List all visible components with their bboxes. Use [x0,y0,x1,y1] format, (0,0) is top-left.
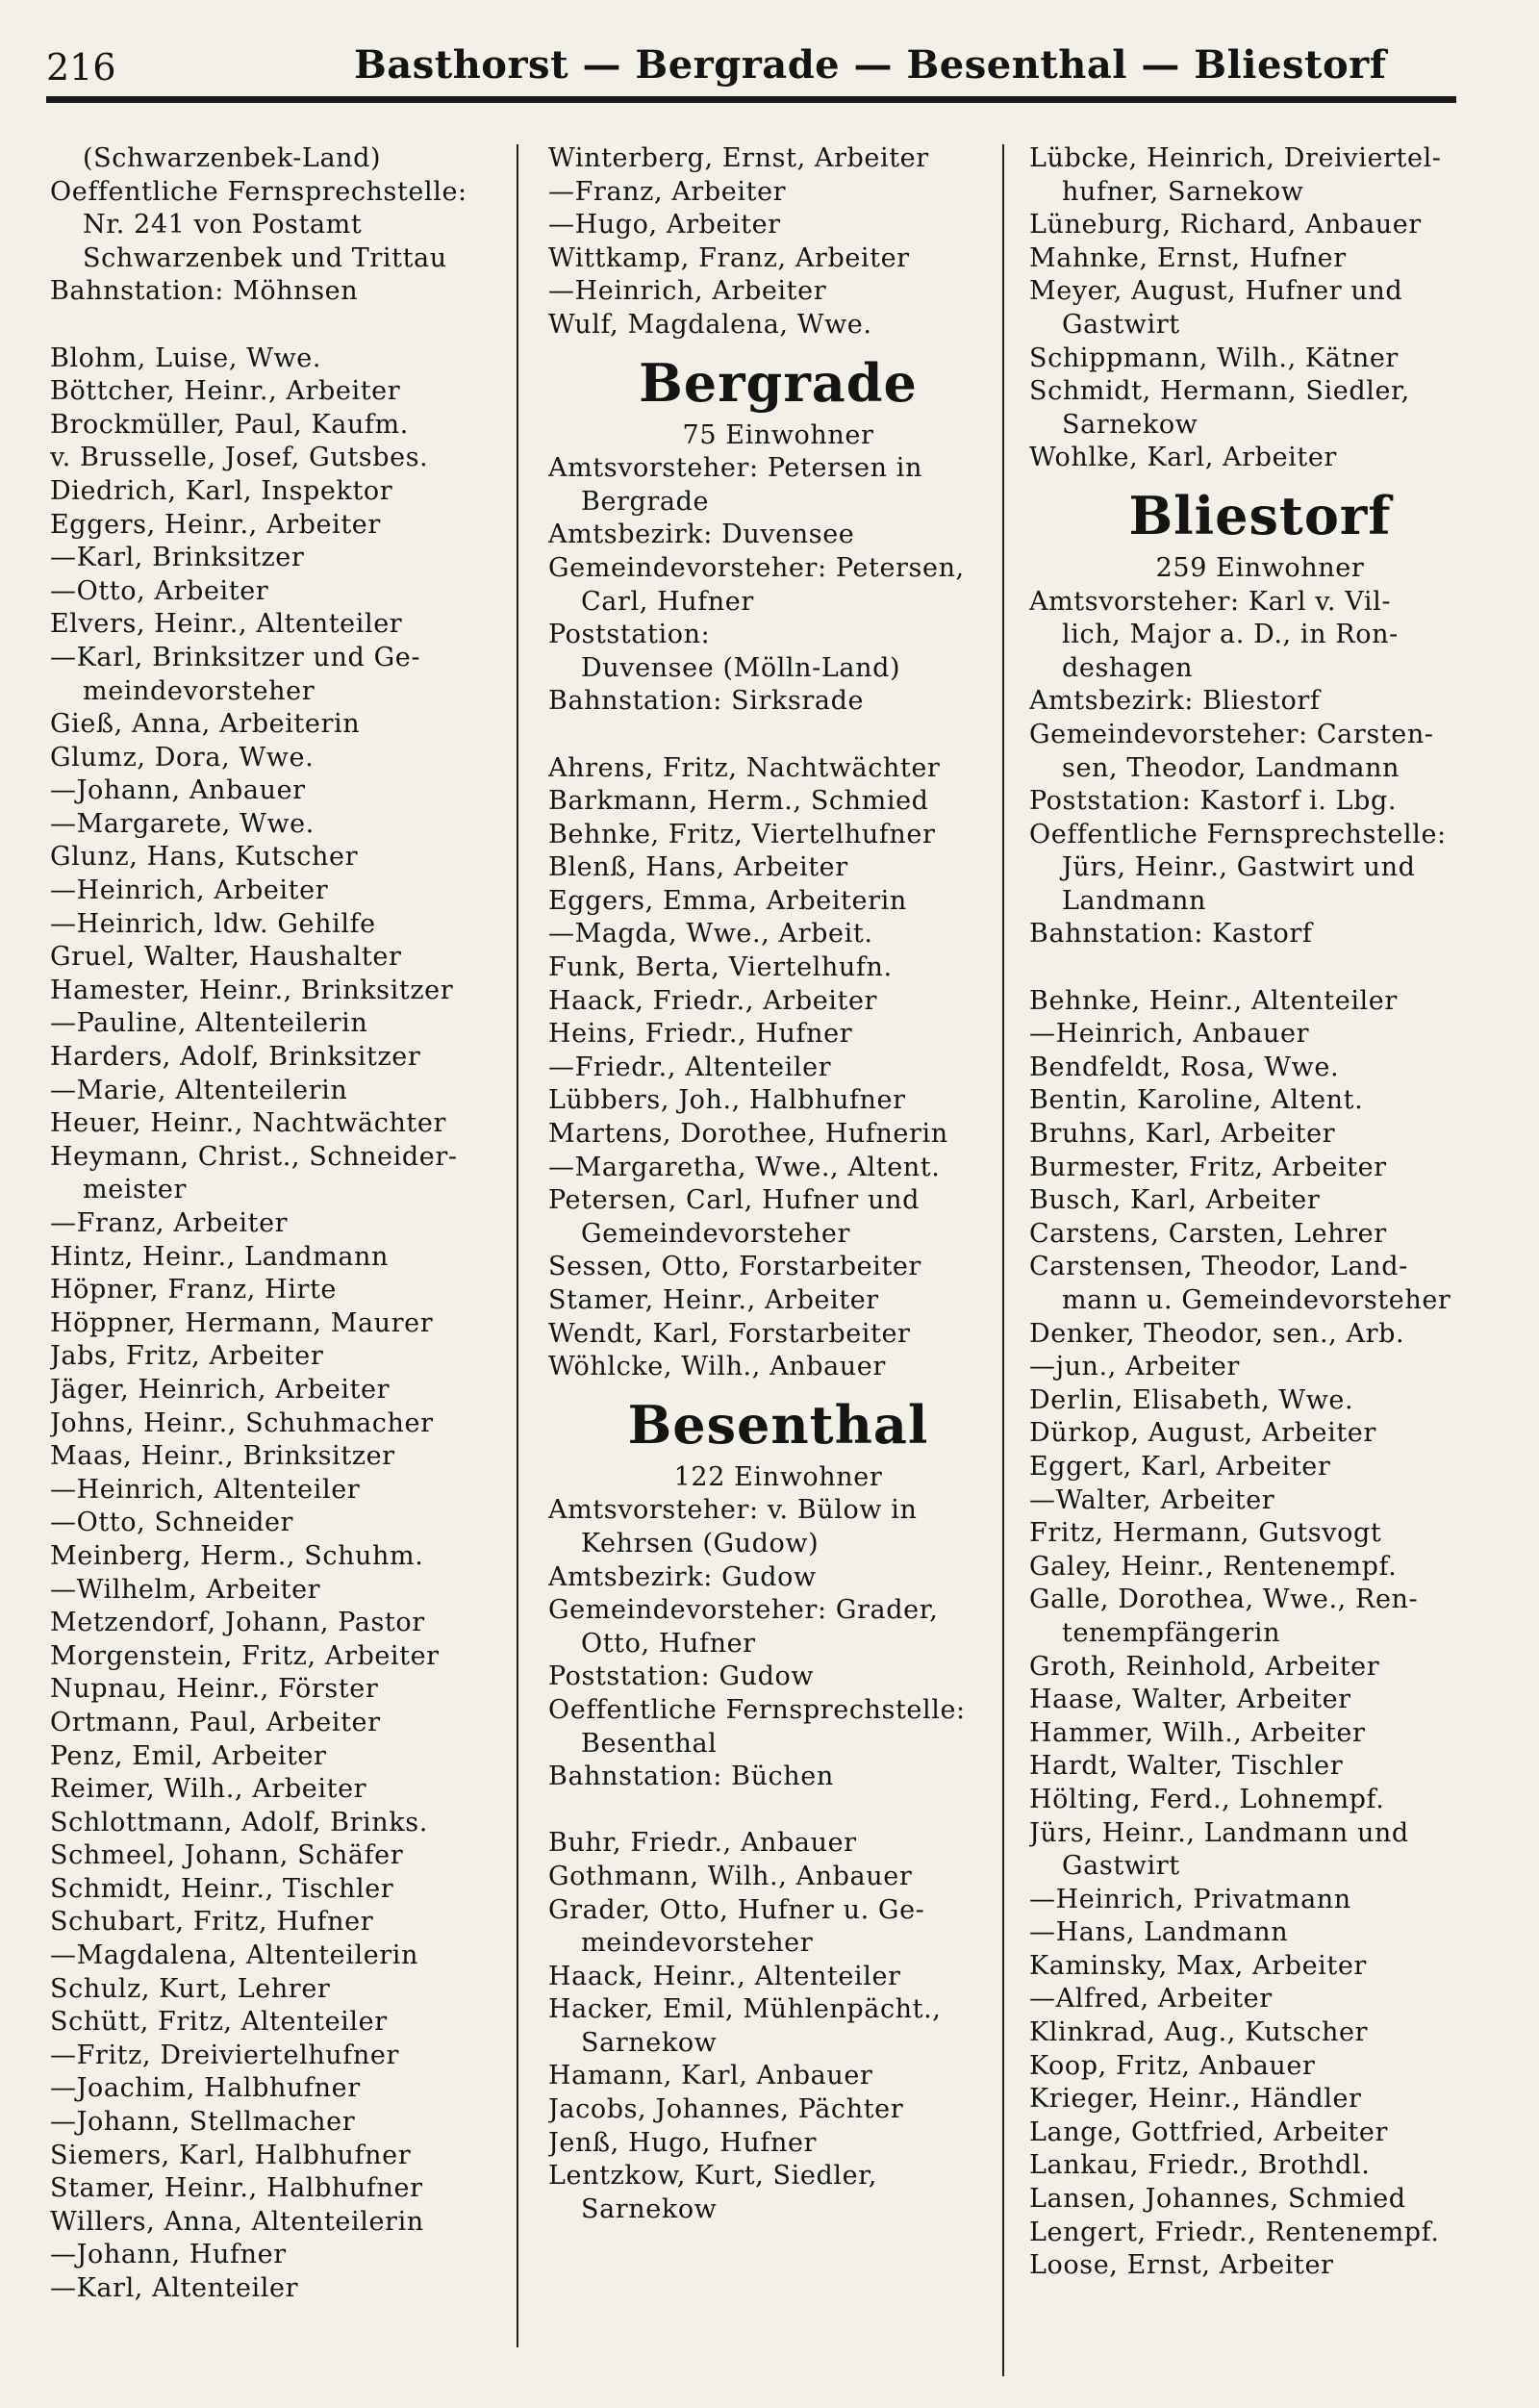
directory-line: —Heinrich, Arbeiter [548,276,827,307]
page-number: 216 [46,46,116,89]
directory-line: Groth, Reinhold, Arbeiter [1029,1651,1380,1682]
directory-line: Lankau, Friedr., Brothdl. [1029,2150,1371,2181]
spacer [548,719,1008,752]
directory-line: —Otto, Schneider [50,1508,294,1538]
directory-line: Loose, Ernst, Arbeiter [1029,2250,1334,2281]
directory-line: Carstensen, Theodor, Land- [1029,1252,1408,1282]
directory-line: Jürs, Heinr., Landmann und [1029,1817,1409,1848]
directory-line: Besenthal [581,1728,718,1759]
directory-line: lich, Major a. D., in Ron- [1062,620,1399,650]
directory-line: v. Brusselle, Josef, Gutsbes. [50,443,429,473]
directory-line: Elvers, Heinr., Altenteiler [50,609,403,640]
directory-line: Nupnau, Heinr., Förster [50,1674,379,1705]
directory-line: meindevorsteher [83,675,315,706]
directory-line: Blenß, Hans, Arbeiter [548,852,848,883]
directory-line: Carl, Hufner [581,586,754,617]
directory-line: Harders, Adolf, Brinksitzer [50,1042,421,1073]
directory-line: —Walter, Arbeiter [1029,1484,1275,1515]
directory-line: hufner, Sarnekow [1062,176,1304,207]
directory-line: Haase, Walter, Arbeiter [1029,1685,1351,1715]
directory-line: Heuer, Heinr., Nachtwächter [50,1108,446,1139]
directory-line: Funk, Berta, Viertelhufn. [548,952,893,983]
directory-line: —Magdalena, Altenteilerin [50,1940,419,1971]
basthorst-info [50,142,519,309]
directory-line: —Heinrich, Altenteiler [50,1474,361,1505]
directory-line: —Joachim, Halbhufner [50,2073,361,2104]
directory-line: Wöhlcke, Wilh., Anbauer [548,1352,886,1382]
directory-line: Gieß, Anna, Arbeiterin [50,709,361,740]
bliestorf-residents [1029,985,1491,2283]
directory-line: Wittkamp, Franz, Arbeiter [548,242,910,273]
directory-line: Jäger, Heinrich, Arbeiter [50,1374,391,1405]
page-header [46,42,1456,100]
directory-line: Willers, Anna, Altenteilerin [50,2206,424,2237]
directory-line: Klinkrad, Aug., Kutscher [1029,2017,1369,2048]
directory-line: Stamer, Heinr., Halbhufner [50,2173,423,2204]
directory-line: tenempfängerin [1062,1617,1281,1648]
directory-line: Lentzkow, Kurt, Siedler, [548,2161,877,2192]
directory-line: Amtsvorsteher: v. Bülow in [548,1495,918,1526]
directory-line: Jenß, Hugo, Hufner [548,2127,818,2158]
directory-line: Bergrade [581,486,710,517]
directory-line: Gemeindevorsteher: Petersen, [548,552,965,583]
directory-line: Amtsvorsteher: Karl v. Vil- [1029,586,1392,617]
directory-line: —Pauline, Altenteilerin [50,1008,368,1039]
directory-line: Heins, Friedr., Hufner [548,1019,853,1050]
directory-line: Eggert, Karl, Arbeiter [1029,1451,1331,1482]
directory-line: Barkmann, Herm., Schmied [548,786,929,817]
directory-line: Bentin, Karoline, Altent. [1029,1085,1364,1116]
directory-line: Schmidt, Hermann, Siedler, [1029,376,1410,407]
directory-line: Derlin, Elisabeth, Wwe. [1029,1384,1354,1415]
directory-line: Hölting, Ferd., Lohnempf. [1029,1784,1385,1814]
directory-line: Oeffentliche Fernsprechstelle: [1029,819,1447,849]
directory-line: —Wilhelm, Arbeiter [50,1574,321,1605]
directory-line: Bruhns, Karl, Arbeiter [1029,1119,1336,1150]
directory-line: Ahrens, Fritz, Nachtwächter [548,752,941,783]
directory-line: Amtsbezirk: Bliestorf [1029,686,1321,717]
directory-line: Jabs, Fritz, Arbeiter [50,1341,324,1372]
directory-line: Meyer, August, Hufner und [1029,276,1403,307]
directory-line: Wulf, Magdalena, Wwe. [548,309,872,340]
directory-line: Blohm, Luise, Wwe. [50,342,322,373]
directory-line: —Marie, Altenteilerin [50,1075,348,1105]
directory-line: —Fritz, Dreiviertelhufner [50,2040,399,2070]
population-besenthal: 122 Einwohner [673,1461,883,1492]
directory-line: Galey, Heinr., Rentenempf. [1029,1551,1398,1582]
spacer [1029,951,1491,985]
directory-line: Kaminsky, Max, Arbeiter [1029,1950,1367,1981]
directory-line: Eggers, Heinr., Arbeiter [50,509,381,540]
directory-line: Poststation: Gudow [548,1661,815,1692]
section-heading-besenthal: Besenthal [627,1393,929,1456]
directory-line: meister [83,1175,188,1205]
directory-line: Galle, Dorothea, Wwe., Ren- [1029,1584,1419,1615]
directory-line: —Hugo, Arbeiter [548,210,781,241]
directory-line: Morgenstein, Fritz, Arbeiter [50,1640,440,1671]
directory-line: Buhr, Friedr., Anbauer [548,1828,857,1859]
directory-line: Hamester, Heinr., Brinksitzer [50,975,454,1005]
bliestorf-info [1029,586,1491,952]
column-1 [50,142,519,2306]
header-rule [46,96,1456,103]
directory-line: Amtsbezirk: Duvensee [548,520,855,550]
directory-line: mann u. Gemeindevorsteher [1062,1285,1451,1315]
directory-line: —Karl, Brinksitzer und Ge- [50,642,421,672]
directory-line: Amtsbezirk: Gudow [548,1561,817,1592]
directory-line: Petersen, Carl, Hufner und [548,1185,920,1216]
directory-line: —Hans, Landmann [1029,1917,1289,1948]
directory-line: —Otto, Arbeiter [50,575,269,606]
directory-line: Schwarzenbek und Trittau [83,242,447,273]
directory-line: Jacobs, Johannes, Pächter [548,2094,904,2125]
directory-line: Lansen, Johannes, Schmied [1029,2184,1406,2215]
directory-line: Stamer, Heinr., Arbeiter [548,1285,879,1315]
basthorst-residents [50,342,519,2306]
directory-line: —Margarete, Wwe. [50,808,315,839]
directory-line: Bahnstation: Büchen [548,1762,834,1792]
directory-line: deshagen [1062,652,1194,683]
directory-line: Siemers, Karl, Halbhufner [50,2140,412,2170]
directory-line: Poststation: [548,620,711,650]
running-title: Basthorst — Bergrade — Besenthal — Bliestorf [354,42,1387,88]
population-bliestorf: 259 Einwohner [1155,552,1365,583]
directory-line: Lüneburg, Richard, Anbauer [1029,210,1422,241]
directory-line: Maas, Heinr., Brinksitzer [50,1441,395,1472]
directory-line: —Heinrich, Anbauer [1029,1019,1310,1050]
directory-line: Schippmann, Wilh., Kätner [1029,342,1399,373]
directory-line: Sarnekow [581,2027,718,2058]
directory-line: Hammer, Wilh., Arbeiter [1029,1717,1366,1748]
directory-line: Dürkop, August, Arbeiter [1029,1418,1376,1449]
directory-line: —Franz, Arbeiter [548,176,787,207]
directory-line: sen, Theodor, Landmann [1062,752,1400,783]
directory-line: Bendfeldt, Rosa, Wwe. [1029,1052,1340,1082]
basthorst-residents-continued [548,142,1008,342]
directory-line: Hamann, Karl, Anbauer [548,2061,873,2091]
directory-line: Sarnekow [581,2193,718,2224]
spacer [548,1794,1008,1828]
directory-line: —Heinrich, Privatmann [1029,1884,1351,1914]
directory-line: —Johann, Stellmacher [50,2107,356,2138]
directory-line: Ortmann, Paul, Arbeiter [50,1707,381,1737]
directory-line: Kehrsen (Gudow) [581,1528,820,1559]
directory-line: Hardt, Walter, Tischler [1029,1751,1344,1782]
directory-line: Landmann [1062,885,1206,916]
directory-line: Bahnstation: Sirksrade [548,686,865,717]
directory-line: Lengert, Friedr., Rentenempf. [1029,2217,1440,2247]
directory-line: Gemeindevorsteher [581,1218,850,1249]
column-2 [548,142,1008,2226]
besenthal-info [548,1494,1008,1793]
directory-line: Gastwirt [1062,1851,1180,1882]
directory-line: Höpner, Franz, Hirte [50,1275,337,1305]
directory-line: Höppner, Hermann, Maurer [50,1307,434,1338]
directory-line: Penz, Emil, Arbeiter [50,1740,327,1771]
directory-line: Gemeindevorsteher: Carsten- [1029,719,1434,749]
directory-line: Schmeel, Johann, Schäfer [50,1840,404,1871]
directory-line: meindevorsteher [581,1928,814,1959]
directory-line: (Schwarzenbek-Land) [83,143,382,173]
besenthal-residents [548,1827,1008,2226]
directory-line: Wohlke, Karl, Arbeiter [1029,443,1337,473]
directory-line: —Margaretha, Wwe., Altent. [548,1152,941,1182]
directory-line: Heymann, Christ., Schneider- [50,1141,458,1172]
directory-line: Reimer, Wilh., Arbeiter [50,1774,367,1805]
directory-line: —Alfred, Arbeiter [1029,1984,1273,2015]
directory-line: Haack, Heinr., Altenteiler [548,1961,901,1991]
section-heading-bergrade: Bergrade [639,351,918,414]
column-3 [1029,142,1491,2283]
directory-line: Bahnstation: Kastorf [1029,919,1313,950]
directory-line: Mahnke, Ernst, Hufner [1029,242,1347,273]
directory-line: Gothmann, Wilh., Anbauer [548,1861,913,1891]
directory-line: Johns, Heinr., Schuhmacher [50,1407,434,1438]
directory-line: Lübcke, Heinrich, Dreiviertel- [1029,143,1442,173]
directory-line: Busch, Karl, Arbeiter [1029,1185,1321,1216]
directory-line: Metzendorf, Johann, Pastor [50,1608,425,1638]
directory-line: Hacker, Emil, Mühlenpächt., [548,1994,942,2025]
bergrade-residents [548,752,1008,1384]
directory-line: —Heinrich, ldw. Gehilfe [50,908,376,939]
directory-line: Oeffentliche Fernsprechstelle: [548,1694,966,1725]
directory-line: Carstens, Carsten, Lehrer [1029,1218,1387,1249]
directory-line: —Heinrich, Arbeiter [50,875,329,906]
directory-line: —Magda, Wwe., Arbeit. [548,919,873,950]
bergrade-info [548,452,1008,719]
directory-line: Schütt, Fritz, Altenteiler [50,2007,388,2038]
directory-line: Schlottmann, Adolf, Brinks. [50,1807,428,1838]
directory-line: Schubart, Fritz, Hufner [50,1907,374,1938]
directory-line: Hintz, Heinr., Landmann [50,1241,390,1272]
directory-line: Lübbers, Joh., Halbhufner [548,1085,906,1116]
directory-line: Otto, Hufner [581,1628,756,1659]
directory-line: Bahnstation: Möhnsen [50,276,359,307]
directory-line: Burmester, Fritz, Arbeiter [1029,1152,1387,1182]
directory-line: Winterberg, Ernst, Arbeiter [548,143,929,173]
section-heading-bliestorf: Bliestorf [1128,484,1392,546]
directory-line: Koop, Fritz, Anbauer [1029,2050,1316,2081]
directory-line: Schulz, Kurt, Lehrer [50,1973,331,2004]
directory-line: Behnke, Heinr., Altenteiler [1029,985,1398,1016]
directory-line: Sessen, Otto, Forstarbeiter [548,1252,921,1282]
directory-line: Böttcher, Heinr., Arbeiter [50,376,401,407]
directory-line: —Franz, Arbeiter [50,1208,289,1238]
directory-line: Gemeindevorsteher: Grader, [548,1595,939,1626]
directory-line: Poststation: Kastorf i. Lbg. [1029,786,1398,817]
directory-line: Haack, Friedr., Arbeiter [548,985,878,1016]
directory-line: Gastwirt [1062,309,1180,340]
directory-line: Schmidt, Heinr., Tischler [50,1873,394,1904]
directory-line: Martens, Dorothee, Hufnerin [548,1119,948,1150]
directory-line: —jun., Arbeiter [1029,1352,1240,1382]
directory-line: Behnke, Fritz, Viertelhufner [548,819,936,849]
directory-line: Oeffentliche Fernsprechstelle: [50,176,467,207]
directory-line: Wendt, Karl, Forstarbeiter [548,1318,911,1349]
directory-line: Nr. 241 von Postamt [83,210,363,241]
directory-line: Glumz, Dora, Wwe. [50,742,315,773]
directory-line: Duvensee (Mölln-Land) [581,652,901,683]
directory-line: —Johann, Anbauer [50,775,306,806]
directory-line: Glunz, Hans, Kutscher [50,842,359,873]
spacer [50,309,519,342]
directory-line: Amtsvorsteher: Petersen in [548,453,922,484]
directory-line: —Karl, Brinksitzer [50,543,305,573]
besenthal-residents-continued [1029,142,1491,475]
directory-line: Jürs, Heinr., Gastwirt und [1062,852,1416,883]
directory-line: —Johann, Hufner [50,2240,287,2270]
directory-line: Brockmüller, Paul, Kaufm. [50,409,409,440]
directory-line: Lange, Gottfried, Arbeiter [1029,2117,1388,2147]
directory-line: Denker, Theodor, sen., Arb. [1029,1318,1405,1349]
directory-line: Meinberg, Herm., Schuhm. [50,1540,424,1571]
directory-line: Sarnekow [1062,409,1198,440]
directory-line: Diedrich, Karl, Inspektor [50,475,393,506]
directory-line: Eggers, Emma, Arbeiterin [548,885,907,916]
directory-line: Krieger, Heinr., Händler [1029,2084,1362,2115]
directory-line: Gruel, Walter, Haushalter [50,942,402,973]
directory-line: —Friedr., Altenteiler [548,1052,832,1082]
directory-line: —Karl, Altenteiler [50,2273,299,2303]
directory-line: Fritz, Hermann, Gutsvogt [1029,1518,1382,1549]
population-bergrade: 75 Einwohner [682,419,874,450]
directory-line: Grader, Otto, Hufner u. Ge- [548,1894,925,1925]
